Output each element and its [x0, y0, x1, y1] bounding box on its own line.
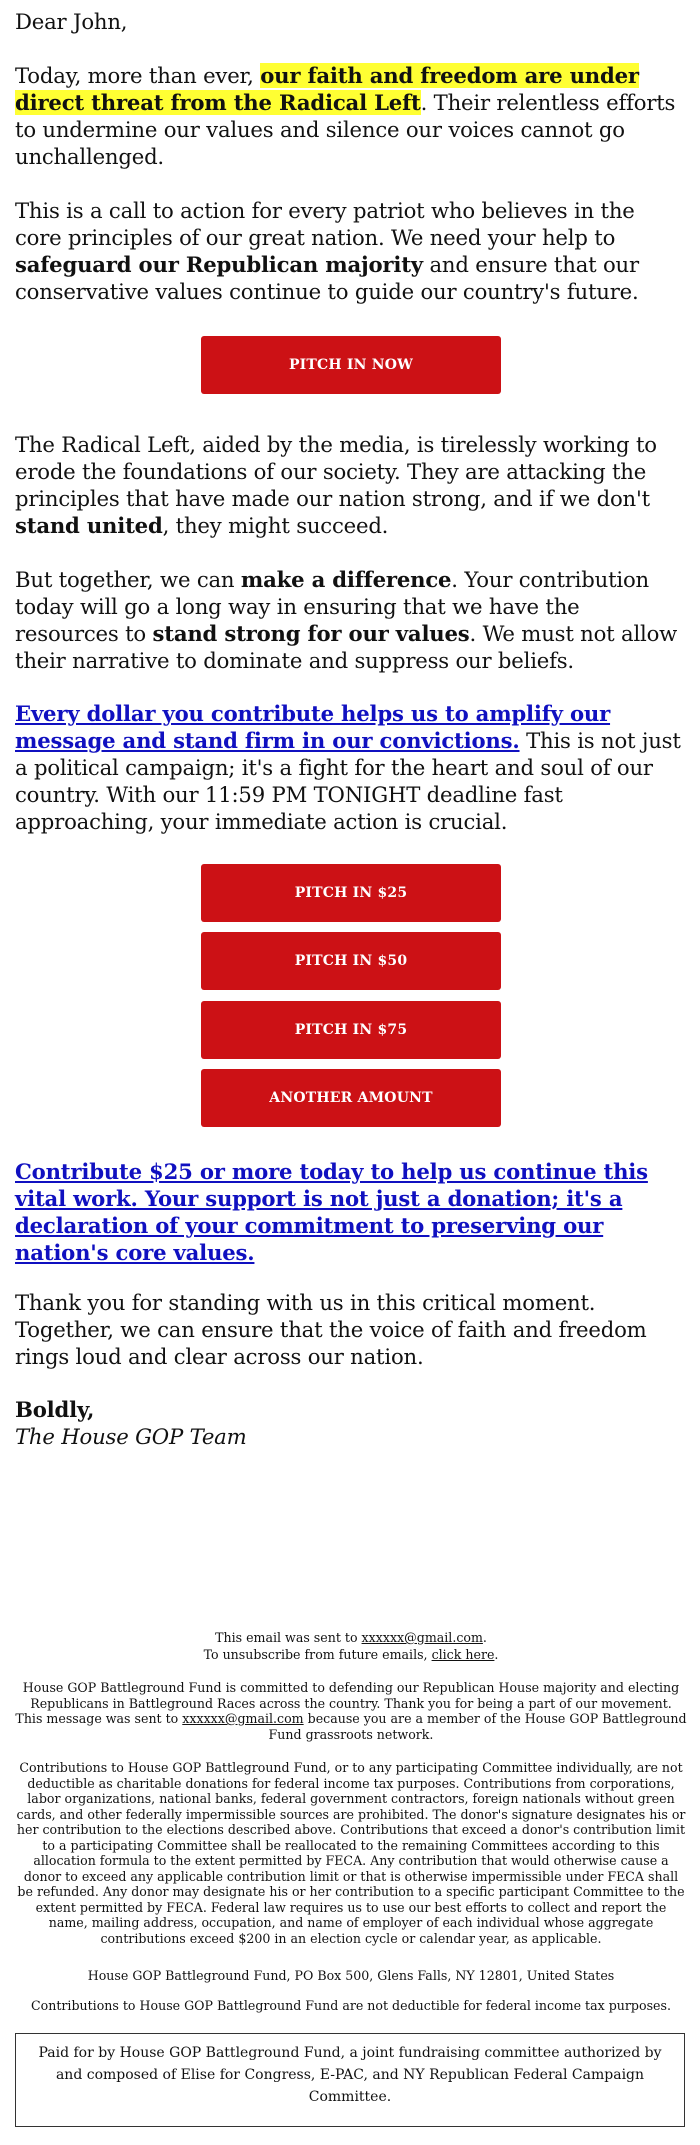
about-email-link[interactable]: xxxxxx@gmail.com — [182, 1711, 304, 1726]
signature: The House GOP Team — [15, 1424, 247, 1449]
paragraph-call-to-action — [15, 197, 687, 305]
intro-text: Today, more than ever, — [15, 63, 261, 88]
pitch-in-75-button[interactable]: PITCH IN $75 — [201, 1001, 501, 1059]
radical-left-text-end: , they might succeed. — [162, 513, 389, 538]
footer-address: House GOP Battleground Fund, PO Box 500, Glens Falls, NY 12801, United States — [87, 1968, 615, 1983]
stand-strong-bold: stand strong for our values — [152, 621, 470, 646]
pitch-in-25-button[interactable]: PITCH IN $25 — [201, 864, 501, 922]
paragraph-thank-you: Thank you for standing with us in this critical moment. Together, we can ensure that the voice of faith and freedom rings loud and clear across our nation. — [15, 1290, 647, 1369]
another-amount-button[interactable]: ANOTHER AMOUNT — [201, 1069, 501, 1127]
every-dollar-text: This is not just a political campaign; it's a fight for the heart and soul of our country. With our 11:59 PM TONIGHT deadline fast approaching, your immediate action is crucial. — [15, 728, 681, 834]
contribute-link[interactable]: Contribute $25 or more today to help us continue this vital work. Your support is not just a donation; it's a declaration of your commitment to preserving our nation's core values. — [15, 1159, 648, 1265]
cta-text-end: and ensure that our conservative values continue to guide our country's future. — [15, 252, 639, 304]
stand-united-bold: stand united — [15, 513, 163, 538]
make-difference-bold: make a difference — [240, 567, 452, 592]
paid-for-text: Paid for by House GOP Battleground Fund, a joint fundraising committee authorized by and composed of Elise for Congress, E-PAC, and NY Republican Federal Campaign Committee. — [38, 2045, 662, 2105]
paragraph-radical-left — [15, 431, 687, 539]
highlighted-text: our faith and freedom are under direct threat from the Radical Left — [15, 63, 639, 115]
radical-left-text: The Radical Left, aided by the media, is tirelessly working to erode the foundations of our society. They are attacking the principles that have made our nation strong, and if we don't — [15, 432, 657, 511]
footer-legal: Contributions to House GOP Battleground Fund, or to any participating Committee individually, are not deductible as charitable donations for federal income tax purposes. Contributions from corporations, labor organizations, national banks, federal government contractors, foreign nationals without green cards, and other federally impermissible sources are prohibited. The donor's signature designates his or her contribution to the elections described above. Contributions that exceed a donor's contribution limit to a participating Committee shall be reallocated to the remaining Committees according to this allocation formula to the extent permitted by FECA. Any contribution that would otherwise cause a donor to exceed any applicable contribution limit or that is otherwise impermissible under FECA shall be refunded. Any donor may designate his or her contribution to a specific participant Committee to the extent permitted by FECA. Federal law requires us to use our best efforts to collect and report the name, mailing address, occupation, and name of employer of each individual whose aggregate contributions exceed $200 in an election cycle or calendar year, as applicable. — [16, 1760, 686, 1946]
unsubscribe-end: . — [494, 1647, 499, 1662]
difference-text: But together, we can — [15, 567, 241, 592]
footer-deductible: Contributions to House GOP Battleground Fund are not deductible for federal income tax purposes. — [31, 1998, 671, 2013]
unsubscribe-link[interactable]: click here — [431, 1647, 495, 1662]
sent-to-text: This email was sent to — [215, 1630, 362, 1645]
footer-sent-to — [15, 1630, 687, 1646]
cta-bold-text: safeguard our Republican majority — [15, 252, 423, 277]
signoff: Boldly, — [15, 1397, 95, 1422]
sent-to-end: . — [482, 1630, 487, 1645]
about-text: House GOP Battleground Fund is committed to defending our Republican House majority and electing Republicans in Battleground Races across the country. Thank you for being a part of our movement. This message was sent to — [15, 1680, 680, 1726]
footer-unsubscribe — [15, 1647, 687, 1663]
greeting: Dear John, — [15, 9, 128, 34]
paragraph-contribute — [15, 1158, 687, 1266]
every-dollar-link[interactable]: Every dollar you contribute helps us to amplify our message and stand firm in our convictions. — [15, 701, 611, 753]
difference-text-mid: . Your contribution today will go a long way in ensuring that we have the resources to — [15, 567, 649, 646]
about-text-end: because you are a member of the House GOP Battleground Fund grassroots network. — [268, 1711, 687, 1742]
difference-text-end: . We must not allow their narrative to dominate and suppress our beliefs. — [15, 621, 678, 673]
unsubscribe-text: To unsubscribe from future emails, — [203, 1647, 432, 1662]
paragraph-every-dollar — [15, 700, 687, 835]
sent-to-email-link[interactable]: xxxxxx@gmail.com — [361, 1630, 483, 1645]
pitch-in-now-button[interactable]: PITCH IN NOW — [201, 336, 501, 394]
footer-about — [15, 1680, 687, 1742]
cta-text: This is a call to action for every patriot who believes in the core principles of our great nation. We need your help to — [15, 198, 635, 250]
pitch-in-50-button[interactable]: PITCH IN $50 — [201, 932, 501, 990]
paid-for-box — [15, 2033, 685, 2127]
paragraph-intro — [15, 62, 687, 170]
intro-text-end: . Their relentless efforts to undermine our values and silence our voices cannot go unchallenged. — [15, 90, 676, 169]
paragraph-make-difference — [15, 566, 687, 674]
